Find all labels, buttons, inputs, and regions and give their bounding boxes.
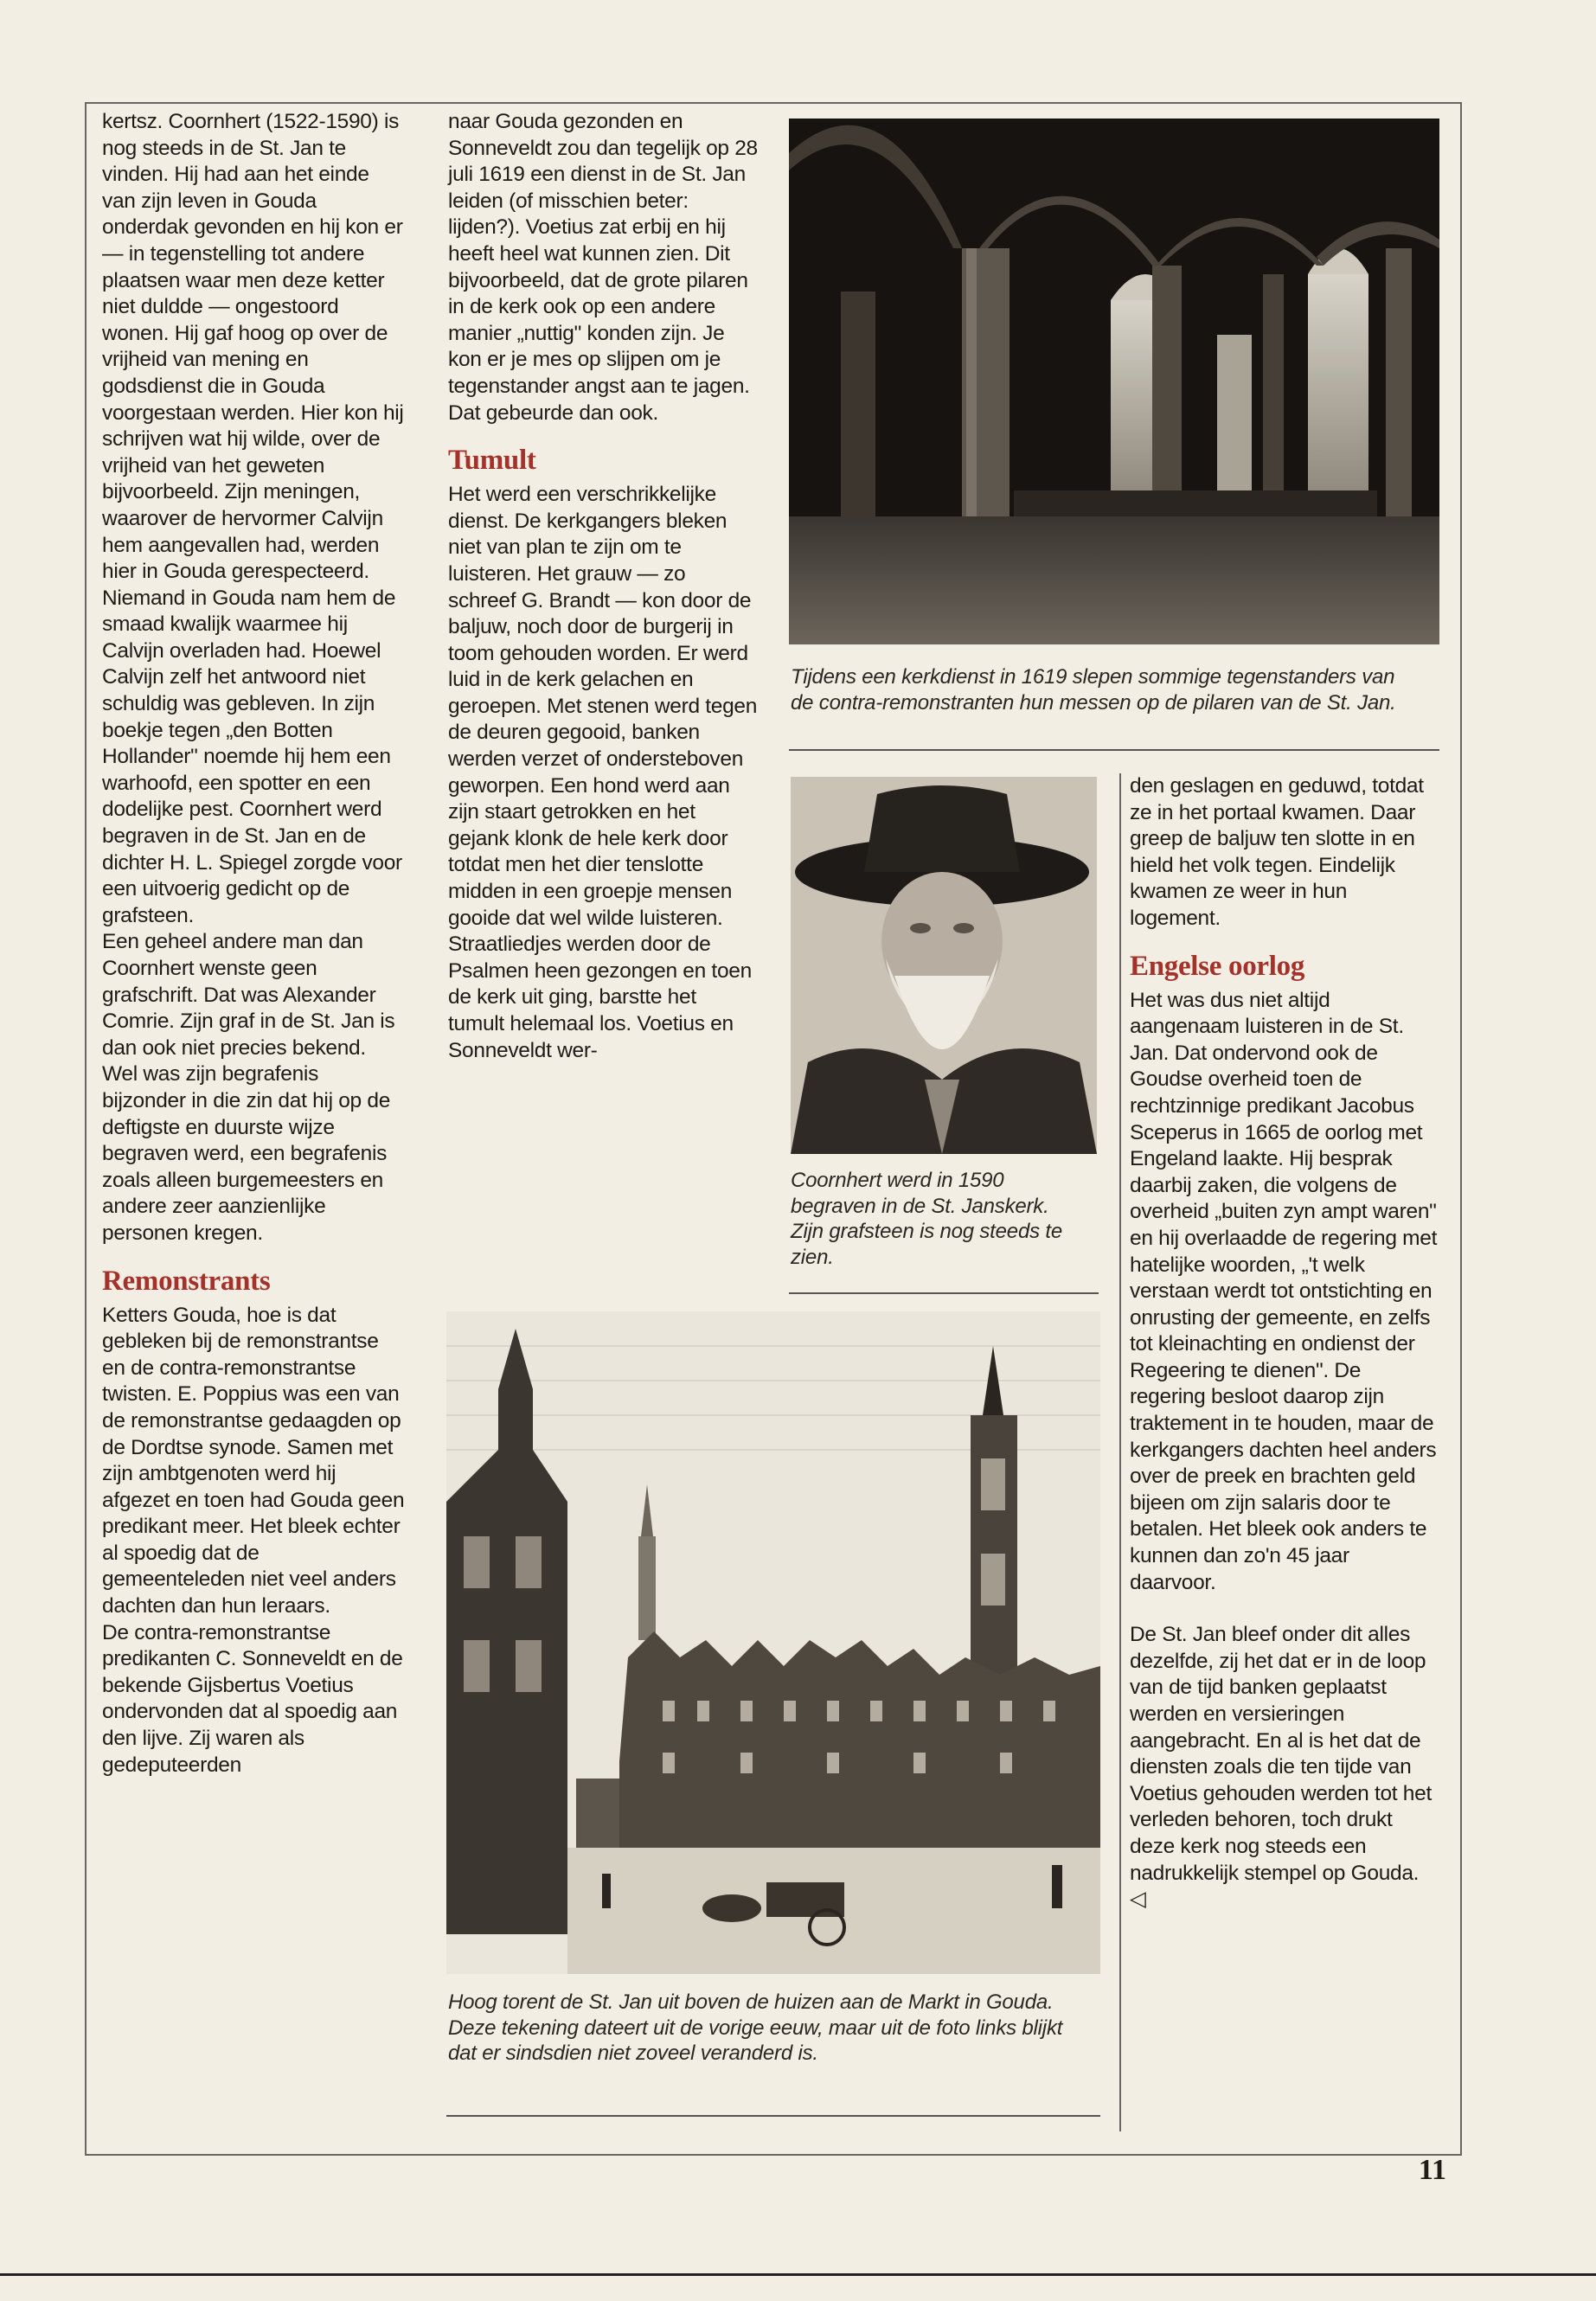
bottom-rule: [0, 2273, 1596, 2276]
col1-paragraph-3: Ketters Gouda, hoe is dat gebleken bij de remonstrantse en de contra-remonstrantse twisten. E. Poppius was een van de remonstrantse gedaagden op de Dordtse synode. Samen met zijn ambtgenoten werd hij afgezet en toen had Gouda geen predikant meer. Het bleek echter al spoedig dat de gemeenteleden niet veel anders dachten dan hun leraars.: [102, 1303, 405, 1618]
etching-caption: Hoog torent de St. Jan uit boven de huizen aan de Markt in Gouda. Deze tekening dateert uit de vorige eeuw, maar uit de foto links blijkt dat er sindsdien niet zoveel veranderd is.: [448, 1990, 1063, 2065]
portrait-caption: Coornhert werd in 1590 begraven in de St. Janskerk. Zijn grafsteen is nog steeds te zien.: [791, 1169, 1062, 1269]
col2-paragraph-1: naar Gouda gezonden en Sonneveldt zou dan tegelijk op 28 juli 1619 een dienst in de St. Jan leiden (of misschien beter: lijden?). Voetius zat erbij en hij heeft heel wat kunnen zien. Dit bijvoorbeeld, dat de grote pilaren in de kerk ook op een andere manier „nuttig" konden zijn. Je kon er je mes op slijpen om je tegenstander angst aan te jagen. Dat gebeurde dan ook.: [448, 110, 758, 425]
portrait-caption-rule: [789, 1292, 1099, 1294]
heading-engelse-oorlog: Engelse oorlog: [1130, 950, 1305, 982]
column-4-divider: [1119, 773, 1121, 2131]
column-2: [448, 109, 758, 1064]
col1-paragraph-1: kertsz. Coornhert (1522-1590) is nog steeds in de St. Jan te vinden. Hij had aan het einde van zijn leven in Gouda onderdak gevonden en hij kon er — in tegenstelling tot andere plaatsen waar men deze ketter niet duldde — ongestoord wonen. Hij gaf hoog op over de vrijheid van mening en godsdienst die in Gouda voorgestaan werden. Hier kon hij schrijven wat hij wilde, over de vrijheid van het geweten bijvoorbeeld. Zijn meningen, waarover de hervormer Calvijn hem aangevallen had, werden hier in Gouda gerespecteerd. Niemand in Gouda nam hem de smaad kwalijk waarmee hij Calvijn overladen had. Hoewel Calvijn zelf het antwoord niet schuldig was gebleven. In zijn boekje tegen „den Botten Hollander" noemde hij hem een warhoofd, een spotter en een dodelijke pest. Coornhert werd begraven in de St. Jan en de dichter H. L. Spiegel zorgde voor een uitvoerig gedicht op de grafsteen.: [102, 110, 404, 927]
col4-paragraph-2: Het was dus niet altijd aangenaam luisteren in de St. Jan. Dat ondervond ook de Goudse overheid toen de rechtzinnige predikant Jacobus Sceperus in 1665 de oorlog met Engeland laakte. Hij besprak daarbij zaken, die volgens de overheid „buiten zyn ampt waren" en hij overlaadde de regering met hatelijke woorden, „'t welk verstaan werdt tot ontstichting en onrusting der gemeente, en zelfs tot kleinachting en ondienst der Regeering te dienen". De regering besloot daarop zijn traktement in te houden, maar de kerkgangers dachten heel anders over de preek en brachten geld bijeen om zijn salaris door te betalen. Het bleek ook anders te kunnen dan zo'n 45 jaar daarvoor.: [1130, 988, 1438, 1594]
caption-rule: [789, 749, 1439, 751]
church-interior-caption: Tijdens een kerkdienst in 1619 slepen sommige tegenstanders van de contra-remonstranten hun messen op de pilaren van de St. Jan.: [791, 665, 1396, 715]
etching-caption-rule: [446, 2115, 1100, 2117]
gouda-market-etching: [446, 1311, 1100, 1974]
heading-remonstrants: Remonstrants: [102, 1265, 271, 1297]
col4-paragraph-3: [1130, 1622, 1439, 1913]
col1-paragraph-2: Een geheel andere man dan Coornhert wenste geen grafschrift. Dat was Alexander Comrie. Zijn graf in de St. Jan is dan ook niet precies bekend. Wel was zijn begrafenis bijzonder in die zin dat hij op de deftigste en duurste wijze begraven werd, een begrafenis zoals alleen burgemeesters en andere zeer aanzienlijke personen kregen.: [102, 930, 395, 1245]
church-interior-photo: [789, 119, 1439, 644]
col4-paragraph-3-text: De St. Jan bleef onder dit alles dezelfde, zij het dat er in de loop van de tijd banken geplaatst werden en versieringen aangebracht. En al is het dat de diensten zoals die ten tijde van Voetius gehouden werden tot het verleden behoren, toch drukt deze kerk nog steeds een nadrukkelijk stempel op Gouda.: [1130, 1623, 1432, 1885]
col4-paragraph-1: den geslagen en geduwd, totdat ze in het portaal kwamen. Daar greep de baljuw ten slotte in en hield het volk tegen. Eindelijk kwamen ze weer in hun logement.: [1130, 774, 1424, 930]
column-1: [102, 109, 407, 1779]
column-4: [1130, 773, 1439, 1913]
col2-paragraph-2: Het werd een verschrikkelijke dienst. De kerkgangers bleken niet van plan te zijn om te luisteren. Het grauw — zo schreef G. Brandt — kon door de baljuw, noch door de burgerij in toom gehouden worden. Er werd luid in de kerk gelachen en geroepen. Met stenen werd tegen de deuren gegooid, banken werden verzet of ondersteboven geworpen. Een hond werd aan zijn staart getrokken en het gejank klonk de hele kerk door totdat men het dier tenslotte midden in een groepje mensen gooide dat wel wilde luisteren. Straatliedjes werden door de Psalmen heen gezongen en toen de kerk uit ging, barstte het tumult helemaal los. Voetius en Sonneveldt wer-: [448, 483, 758, 1062]
col1-paragraph-4: De contra-remonstrantse predikanten C. Sonneveldt en de bekende Gijsbertus Voetius ondervonden dat al spoedig aan den lijve. Zij waren als gedeputeerden: [102, 1620, 403, 1777]
heading-tumult: Tumult: [448, 445, 536, 477]
end-mark: ◁: [1130, 1888, 1146, 1912]
page-number: 11: [1418, 2154, 1446, 2186]
coornhert-portrait: [791, 777, 1097, 1154]
